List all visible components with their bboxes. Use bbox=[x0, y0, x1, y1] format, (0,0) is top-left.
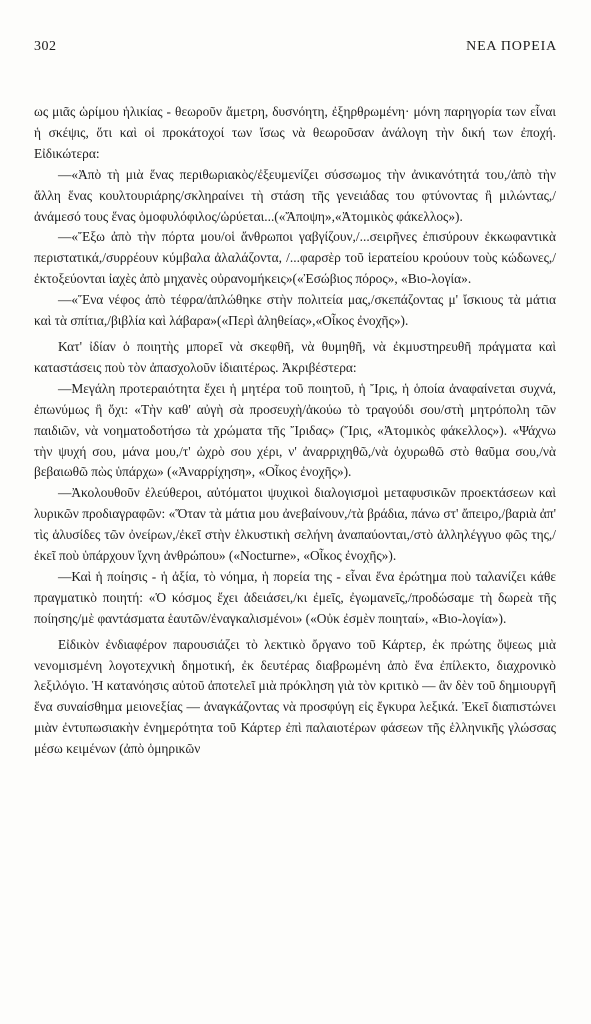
quotation-paragraph: —«Ἔξω ἀπὸ τὴν πόρτα μου/οἱ ἄνθρωποι γαβγίζουν,/...σειρῆνες ἐπισύρουν ἐκκωφαντικὰ περιστατικά,/συρρέουν κύμβαλα ἀλαλάζοντα, /...φαρσὲρ τοῦ ἱερατείου κρούουν τοὺς κώδωνες,/ἐκτοξεύονται ἰαχὲς ἀπὸ μηχανὲς οὐρανομήκεις»(«Ἐσώβιος πόρος», «Βιο-λογία». bbox=[34, 229, 556, 287]
paragraph: Κατ' ἰδίαν ὁ ποιητὴς μπορεῖ νὰ σκεφθῆ, νὰ θυμηθῆ, νὰ ἐκμυστηρευθῆ πράγματα καὶ καταστάσεις ποὺ τὸν ἀπασχολοῦν ἰδιαιτέρως. Ἀκριβέστερα: bbox=[34, 338, 556, 375]
quotation-paragraph: —«Ἀπὸ τὴ μιὰ ἕνας περιθωριακὸς/ἐξευμενίζει σύσσωμος τὴν ἀνικανότητά του,/ἀπὸ τὴν ἄλλη ἕνας κουλτουριάρης/σκληραίνει τὴ στάση τῆς γενειάδας του φτύνοντας ἢ μιλώντας,/ἀνάμεσό τους ἕνας ὁμοφυλόφιλος/ὡρύεται...(«Ἄποψη»,«Ἀτομικὸς φάκελλος»). bbox=[34, 166, 556, 224]
running-title: ΝΕΑ ΠΟΡΕΙΑ bbox=[466, 39, 557, 54]
paragraph: ως μιᾶς ὡρίμου ἡλικίας - θεωροῦν ἄμετρη, δυσνόητη, ἐξηρθρωμένη· μόνη παρηγορία των εἶναι ἡ σκέψις, ὅτι καὶ οἱ προκάτοχοί των ἴσως νὰ θεωροῦσαν ἀνάλογη τὴν δική των ἐποχή. Εἰδικώτερα: bbox=[34, 104, 556, 161]
quotation-paragraph: —Μεγάλη προτεραιότητα ἔχει ἡ μητέρα τοῦ ποιητοῦ, ἡ Ἴρις, ἡ ὁποία ἀναφαίνεται συχνά, ἐπωνύμως ἢ ὄχι: «Τὴν καθ' αὐγὴ σὰ προσευχὴ/ἀκούω τὸ τραγούδι σου/στὴ μητρόπολη τῶν παιδιῶν, νὰ νοηματοδοτήσω τὰ χρώματα τῆς Ἴριδας» (Ἴρις, «Ἀτομικὸς φάκελλος»). «Ψάχνω τὴν ψυχή σου, μάνα μου,/τ' ὠχρὸ σου χέρι, ν' ἀναρριχηθῶ,/νὰ ὀχυρωθῶ στὸ θαῦμα σου,/νὰ βεβαιωθῶ πὼς ὑπάρχω» («Ἀναρρίχηση», «Οἶκος ἐνοχῆς»). bbox=[34, 380, 556, 480]
quotation-paragraph: —Καὶ ἡ ποίησις - ἡ ἀξία, τὸ νόημα, ἡ πορεία της - εἶναι ἕνα ἐρώτημα ποὺ ταλανίζει κάθε πραγματικὸ ποιητή: «Ὁ κόσμος ἔχει ἀδειάσει,/κι ἐμεῖς, ἐγωμανεῖς,/προδώσαμε τὴ δωρεὰ τῆς ποίησης/μὲ φαντάσματα ἑαυτῶν/ἐναγκαλισμένοι» («Οὐκ ἐσμὲν ποιηταί», «Βιο-λογία»). bbox=[34, 568, 556, 626]
paragraph: Εἰδικὸν ἐνδιαφέρον παρουσιάζει τὸ λεκτικὸ ὄργανο τοῦ Κάρτερ, ἐκ πρώτης ὄψεως μιὰ νενομισμένη λογοτεχνικὴ δημοτική, ἐκ δευτέρας διαβρωμένη ἀπὸ ἕνα ἐπίλεκτο, διαχρονικὸ λεξιλόγιο. Ἡ κατανόησις αὐτοῦ ἀποτελεῖ μιὰ πρόκληση γιὰ τὸν κριτικὸ — ἂν δὲν τοῦ δημιουργῆ ἕνα συναίσθημα μειονεξίας — ἀναγκάζοντας νὰ προσφύγη εἰς ἔγκυρα λεξικά. Ἐκεῖ διαπιστώνει μιὰν ἐντυπωσιακὴν ἐνημερότητα τοῦ Κάρτερ ἐπὶ παλαιοτέρων φάσεων τῆς ἑλληνικῆς γλώσσας μέσω κειμένων (ἀπὸ ὁμηρικῶν bbox=[34, 636, 556, 757]
page-header bbox=[34, 39, 557, 55]
quotation-paragraph: —«Ἕνα νέφος ἀπὸ τέφρα/ἁπλώθηκε στὴν πολιτεία μας,/σκεπάζοντας μ' ἴσκιους τὰ μάτια καὶ τὰ σπίτια,/βιβλία καὶ λάβαρα»(«Περὶ ἀληθείας»,«Οἶκος ἐνοχῆς»). bbox=[34, 292, 556, 329]
quotation-paragraph: —Ἀκολουθοῦν ἐλεύθεροι, αὐτόματοι ψυχικοὶ διαλογισμοὶ μεταφυσικῶν προεκτάσεων καὶ λυρικῶν προδιαγραφῶν: «Ὅταν τὰ μάτια μου ἀνεβαίνουν,/τὰ βράδια, πάνω στ' ἄπειρο,/βαριὰ ἀπ' τὶς ἁλυσίδες τῶν ὀνείρων,/ἐκεῖ στὴν ἑλκυστικὴ σελήνη ἀναπαύονται,/στὸ ἀλληλέγγυο φῶς της,/ἐκεῖ ποὺ ὑπάρχουν ἴχνη ἀνθρώπου» («Nocturne», «Οἶκος ἐνοχῆς»). bbox=[34, 485, 556, 564]
body-text bbox=[34, 102, 556, 760]
page-number: 302 bbox=[34, 39, 57, 54]
